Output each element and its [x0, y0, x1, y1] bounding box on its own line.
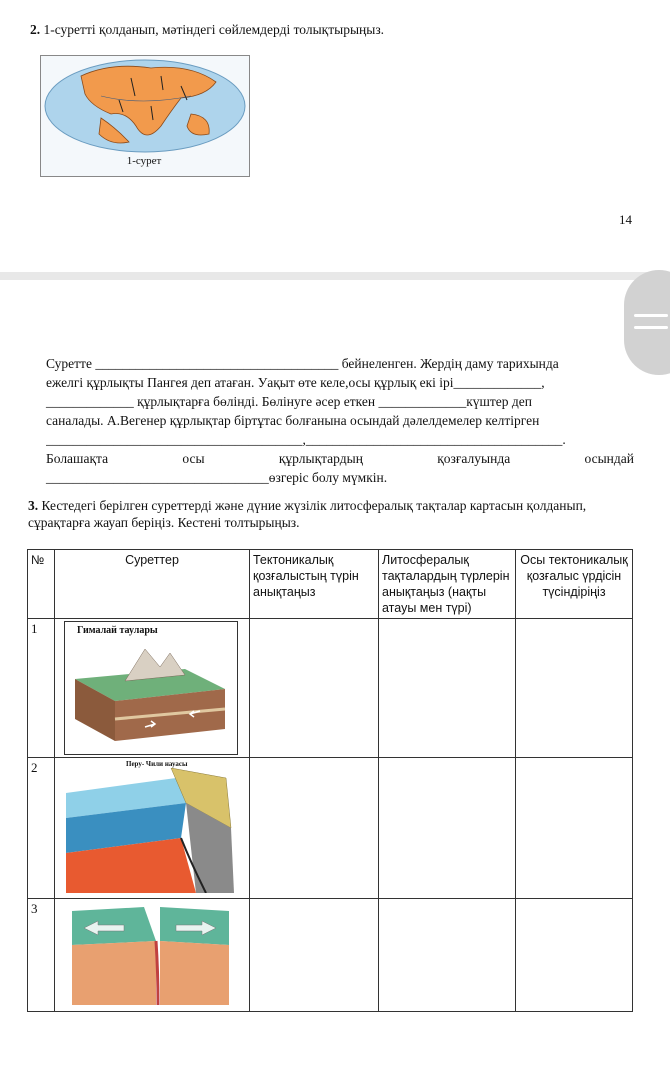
task-3-text: Кестедегі берілген суреттерді және дүние жүзілік литосфералық тақталар картасын қолданып, сұрақтарға жауап беріңіз. Кестені толтырыңыз. [28, 498, 587, 530]
word: осындай [584, 451, 634, 466]
task-2-heading [30, 22, 384, 38]
answer-cell[interactable] [516, 619, 633, 758]
table-row [28, 619, 633, 758]
paragraph-line: ______________________________________,______________________________________. [46, 432, 566, 447]
paragraph-line: _____________ құрлықтарға бөлінді. Бөлінуге әсер еткен _____________күштер деп [46, 394, 532, 409]
answer-cell[interactable] [379, 899, 516, 1012]
subduction-diagram [66, 768, 236, 893]
row-image-cell [55, 899, 250, 1012]
row-number: 3 [28, 899, 55, 1012]
answer-cell[interactable] [379, 758, 516, 899]
answer-cell[interactable] [250, 619, 379, 758]
answer-cell[interactable] [516, 758, 633, 899]
row-image-cell [55, 619, 250, 758]
page-number: 14 [619, 212, 632, 227]
answer-cell[interactable] [516, 899, 633, 1012]
header-pictures: Суреттер [55, 550, 250, 619]
himalaya-image [64, 621, 238, 755]
image-caption: Гималай таулары [77, 625, 158, 636]
row-number: 2 [28, 758, 55, 899]
answer-cell[interactable] [250, 758, 379, 899]
page-separator [0, 272, 670, 280]
table-header-row [28, 550, 633, 619]
paragraph-line: Суретте ____________________________________ бейнеленген. Жердің даму тарихында [46, 356, 559, 371]
peru-chile-trench-image [66, 760, 236, 895]
figure-caption: 1-сурет [126, 155, 162, 167]
paragraph-line: ежелгі құрлықты Пангея деп атаған. Уақыт өте келе,осы құрлық екі ірі_____________, [46, 375, 545, 390]
answer-table [27, 549, 633, 1012]
table-row [28, 899, 633, 1012]
mountain-block-diagram [65, 639, 235, 749]
world-map-image [41, 56, 249, 156]
row-image-cell [55, 758, 250, 899]
row-number: 1 [28, 619, 55, 758]
menu-icon-bar-top [634, 314, 668, 317]
answer-cell[interactable] [379, 619, 516, 758]
header-movement-type: Тектоникалық қозғалыстың түрін анықтаңыз [250, 550, 379, 619]
header-plate-types: Литосфералық тақталардың түрлерін анықтаңыз (нақты атауы мен түрі) [379, 550, 516, 619]
task-3-heading [28, 497, 638, 531]
header-explain-process: Осы тектоникалық қозғалыс үрдісін түсіндіріңіз [516, 550, 633, 619]
answer-cell[interactable] [250, 899, 379, 1012]
fill-in-paragraph [46, 354, 634, 487]
paragraph-line: _________________________________өзгеріс болу мүмкін. [46, 470, 388, 485]
image-caption: Перу- Чили науасы [126, 760, 188, 768]
table-row [28, 758, 633, 899]
task-2-number: 2. [30, 22, 41, 37]
word: осы [182, 451, 205, 466]
paragraph-line: саналады. А.Вегенер құрлықтар біртұтас болғанына осындай дәлелдемелер келтірген [46, 413, 540, 428]
word: құрлықтардың [278, 451, 363, 466]
task-2-text: 1-суретті қолданып, мәтіндегі сөйлемдерді толықтырыңыз. [43, 22, 385, 37]
menu-icon-bar-bottom [634, 326, 668, 329]
word: қозғалуында [437, 451, 511, 466]
divergent-boundary-diagram [64, 901, 236, 1005]
word: Болашақта [46, 451, 109, 466]
task-3-number: 3. [28, 498, 39, 513]
paragraph-line [46, 449, 634, 468]
header-number: № [28, 550, 55, 619]
